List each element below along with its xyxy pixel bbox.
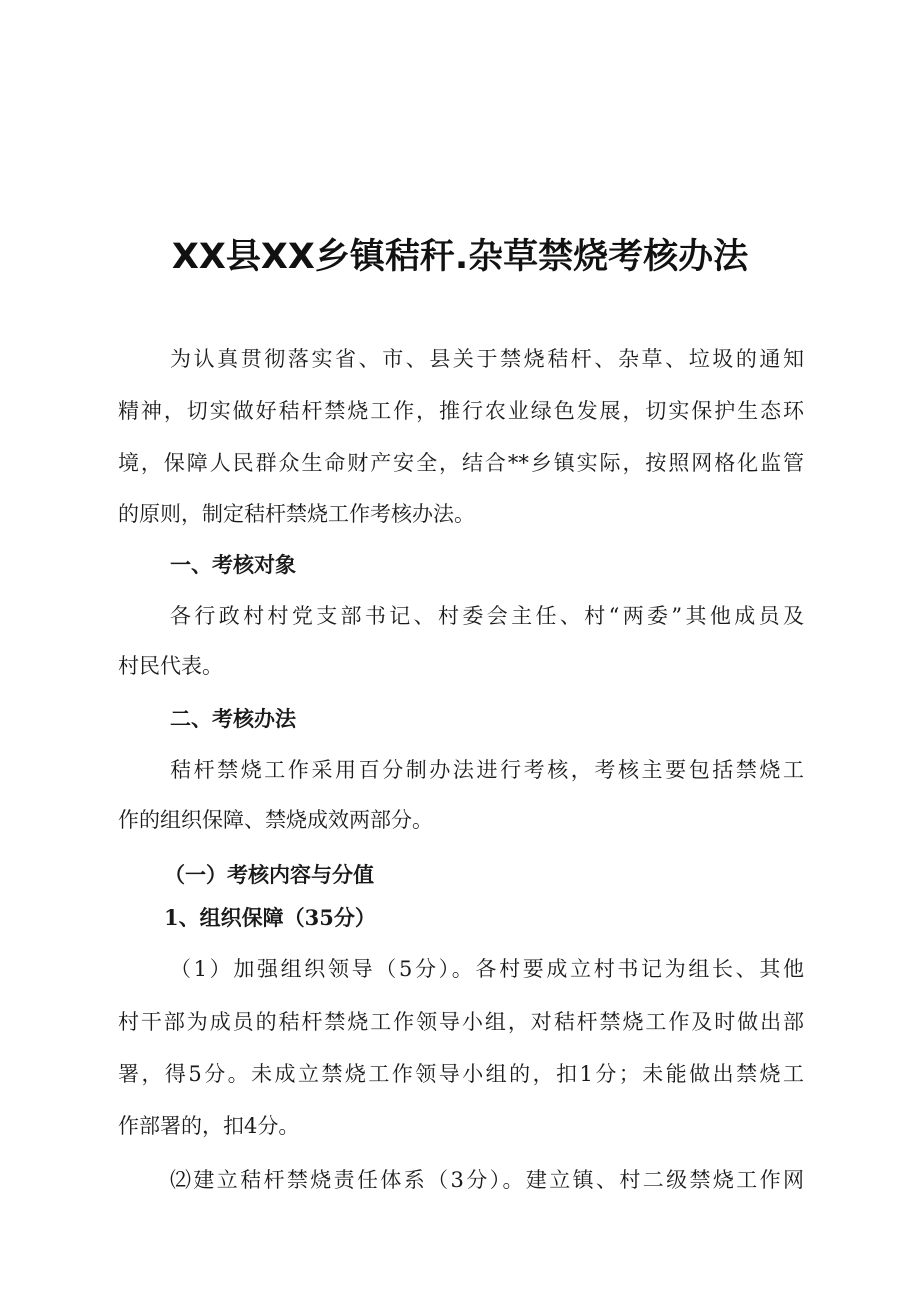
paragraph-line: 精神，切实做好秸杆禁烧工作，推行农业绿色发展，切实保护生态环: [118, 399, 804, 423]
paragraph-line: 作的组织保障、禁烧成效两部分。: [118, 808, 433, 832]
paragraph-line: 秸杆禁烧工作采用百分制办法进行考核，考核主要包括禁烧工: [170, 758, 804, 782]
document-title: XX县XX乡镇秸秆.杂草禁烧考核办法: [171, 237, 749, 277]
paragraph-line: ⑵建立秸杆禁烧责任体系（3分）。建立镇、村二级禁烧工作网: [170, 1168, 804, 1192]
paragraph-line: 作部署的，扣4分。: [118, 1114, 300, 1138]
subsection-heading: （一）考核内容与分值: [164, 862, 374, 887]
paragraph-line: 村民代表。: [118, 654, 223, 678]
paragraph-line: 署，得5分。未成立禁烧工作领导小组的，扣1分；未能做出禁烧工: [118, 1062, 804, 1086]
section-heading: 一、考核对象: [170, 552, 296, 577]
item-heading: 1、组织保障（35分）: [164, 905, 376, 930]
paragraph-line: 境，保障人民群众生命财产安全，结合**乡镇实际，按照网格化监管: [118, 451, 804, 475]
paragraph-line: 为认真贯彻落实省、市、县关于禁烧秸杆、杂草、垃圾的通知: [170, 347, 804, 371]
paragraph-line: 村干部为成员的秸杆禁烧工作领导小组，对秸杆禁烧工作及时做出部: [118, 1010, 804, 1034]
paragraph-line: 的原则，制定秸杆禁烧工作考核办法。: [118, 502, 475, 526]
paragraph-line: 各行政村村党支部书记、村委会主任、村“两委”其他成员及: [170, 604, 804, 628]
paragraph-line: （1）加强组织领导（5分）。各村要成立村书记为组长、其他: [170, 957, 804, 981]
section-heading: 二、考核办法: [170, 706, 296, 731]
